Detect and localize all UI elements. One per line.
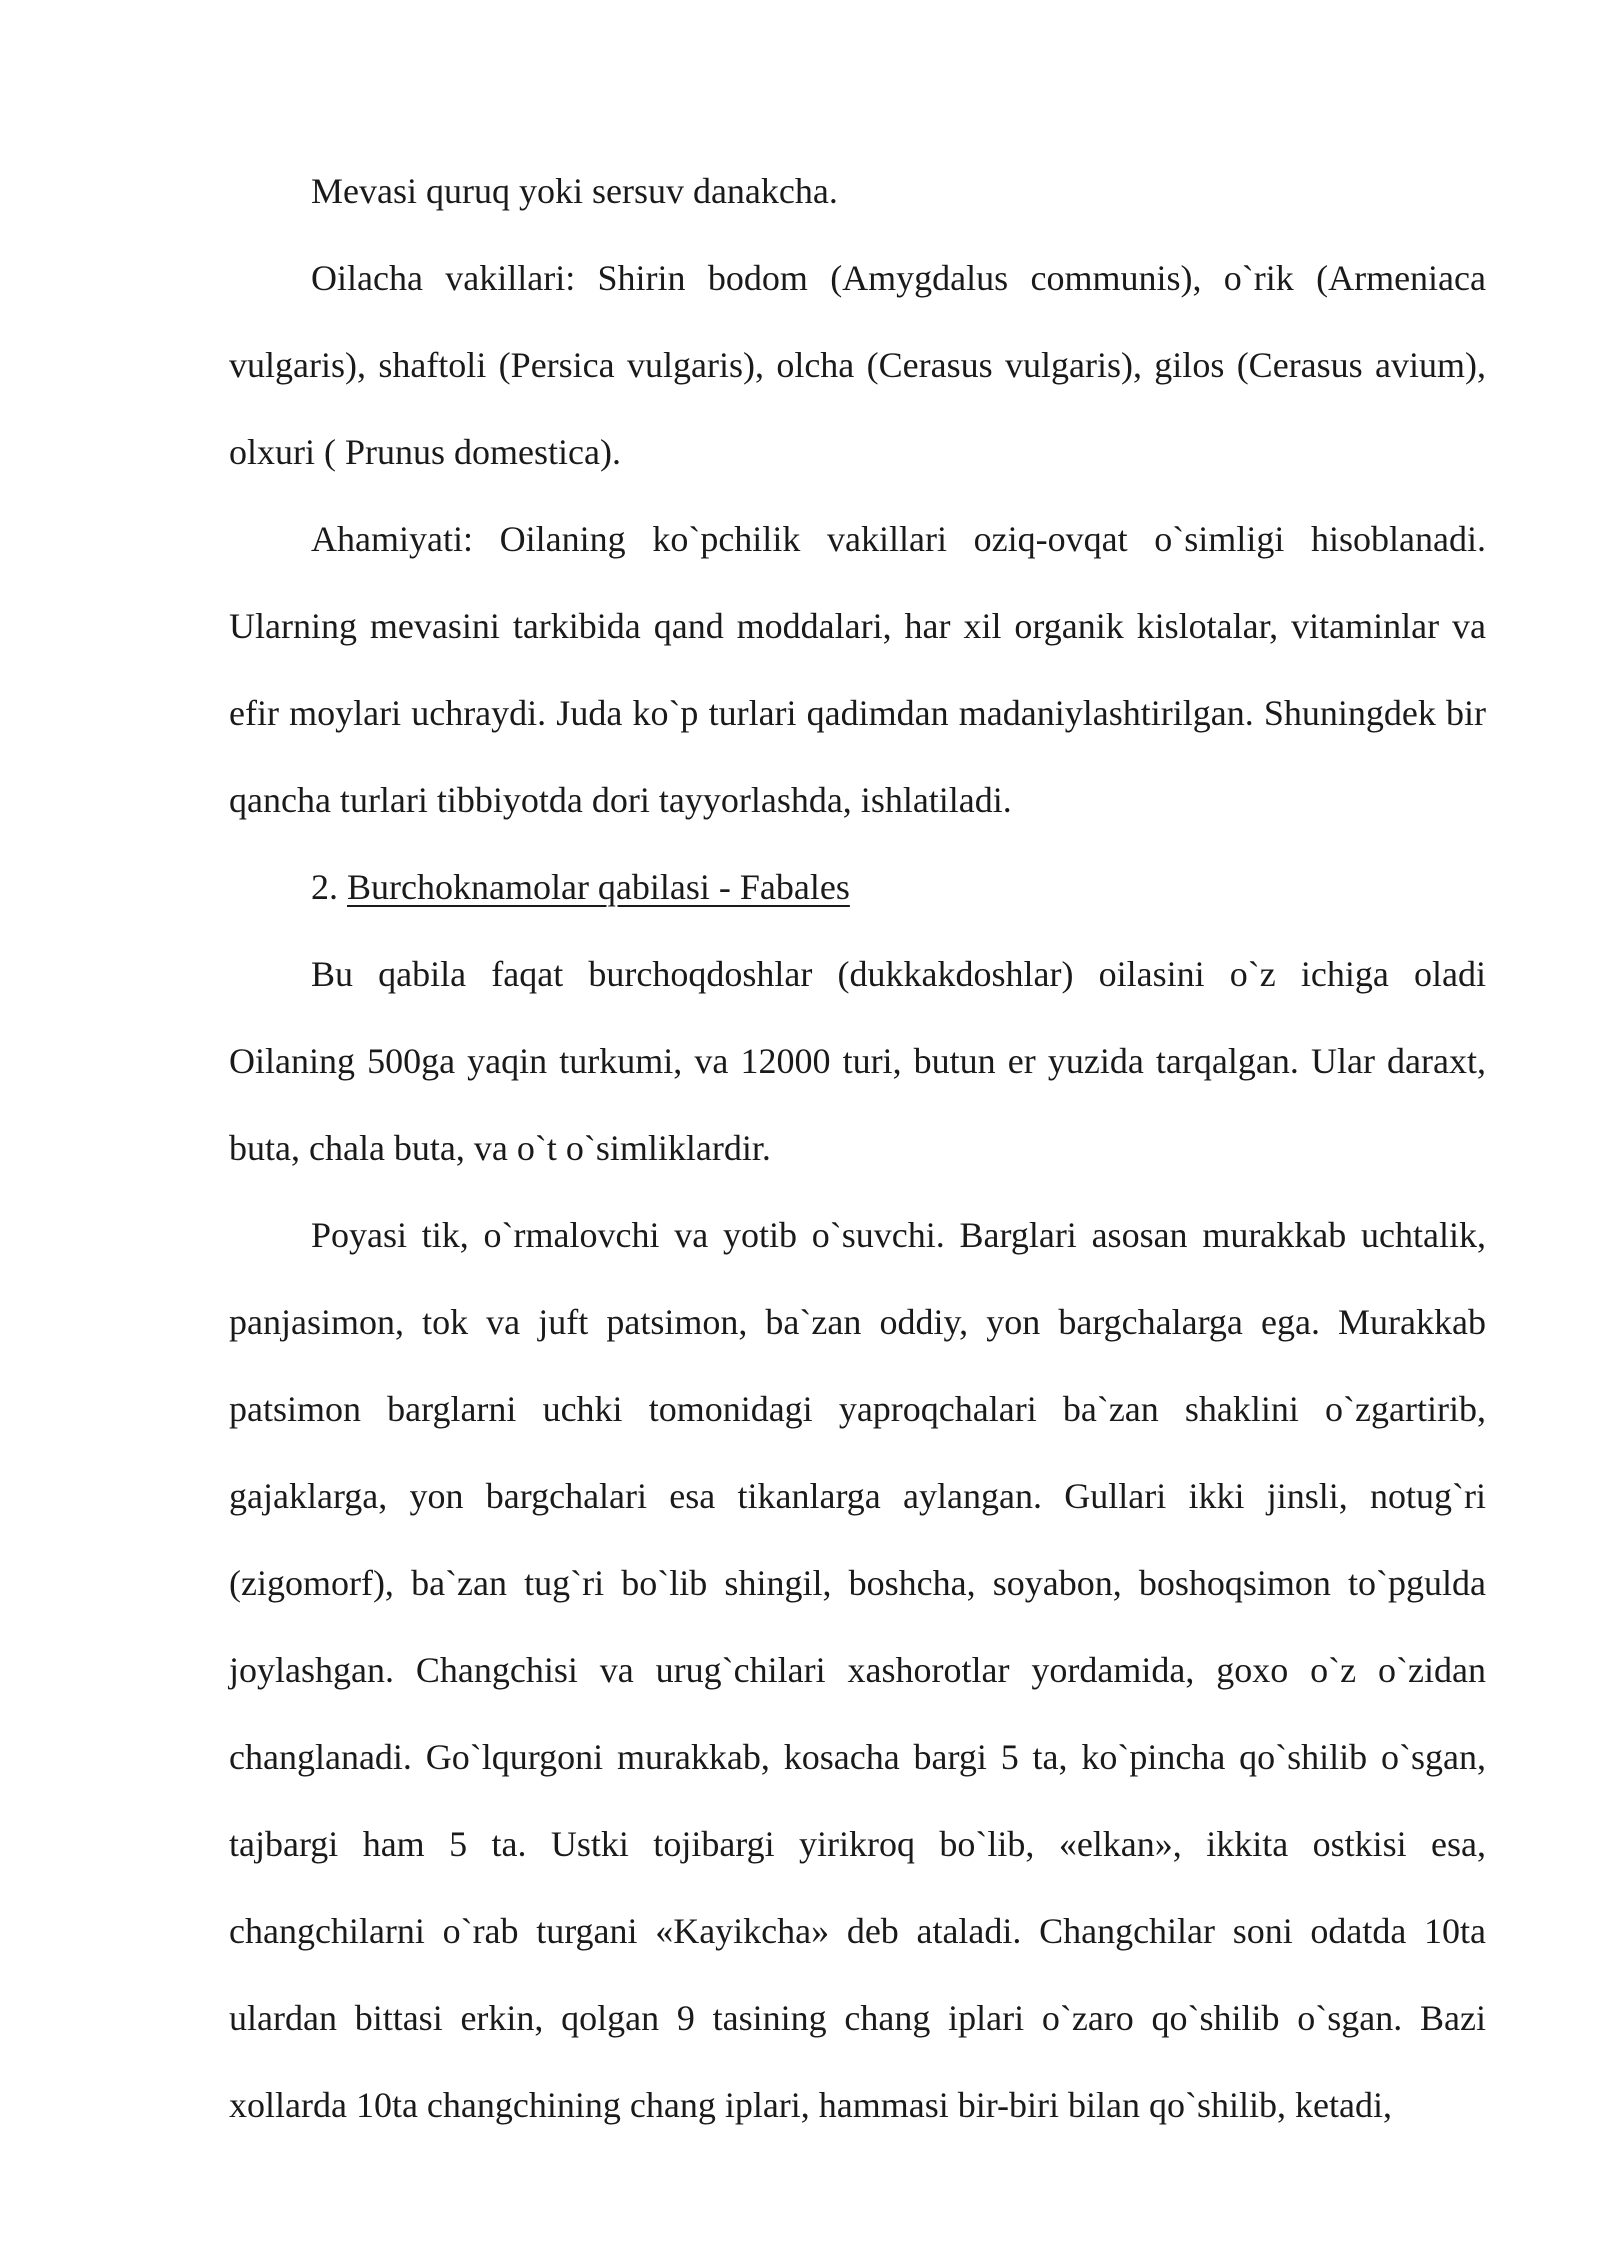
- document-body: [229, 148, 1486, 2149]
- section-heading-number: 2.: [311, 867, 338, 907]
- paragraph-fruit-type: Mevasi quruq yoki sersuv danakcha.: [311, 171, 838, 211]
- paragraph-importance: Ahamiyati: Oilaning ko`pchilik vakillari oziq-ovqat o`simligi hisoblanadi. Ularning mevasini tarkibida qand moddalari, har xil organik kislotalar, vitaminlar va efir moylari uchraydi. Juda ko`p turlari qadimdan madaniylashtirilgan. Shuningdek bir qancha turlari tibbiyotda dori tayyorlashda, ishlatiladi.: [229, 519, 1486, 820]
- paragraph-order-description: Bu qabila faqat burchoqdoshlar (dukkakdoshlar) oilasini o`z ichiga oladi Oilaning 500ga yaqin turkumi, va 12000 turi, butun er yuzida tarqalgan. Ular daraxt, buta, chala buta, va o`t o`simliklardir.: [229, 954, 1486, 1168]
- section-heading-title: Burchoknamolar qabilasi - Fabales: [347, 867, 850, 907]
- section-heading: [229, 844, 1486, 931]
- paragraph-family-members: Oilacha vakillari: Shirin bodom (Amygdalus communis), o`rik (Armeniaca vulgaris), shaftoli (Persica vulgaris), olcha (Cerasus vulgaris), gilos (Cerasus avium), olxuri ( Prunus domestica).: [229, 258, 1486, 472]
- paragraph-morphology: Poyasi tik, o`rmalovchi va yotib o`suvchi. Barglari asosan murakkab uchtalik, panjasimon, tok va juft patsimon, ba`zan oddiy, yon bargchalarga ega. Murakkab patsimon barglarni uchki tomonidagi yaproqchalari ba`zan shaklini o`zgartirib, gajaklarga, yon bargchalari esa tikanlarga aylangan. Gullari ikki jinsli, notug`ri (zigomorf), ba`zan tug`ri bo`lib shingil, boshcha, soyabon, boshoqsimon to`pgulda joylashgan. Changchisi va urug`chilari xashorotlar yordamida, goxo o`z o`zidan changlanadi. Go`lqurgoni murakkab, kosacha bargi 5 ta, ko`pincha qo`shilib o`sgan, tajbargi ham 5 ta. Ustki tojibargi yirikroq bo`lib, «elkan», ikkita ostkisi esa, changchilarni o`rab turgani «Kayikcha» deb ataladi. Changchilar soni odatda 10ta ulardan bittasi erkin, qolgan 9 tasining chang iplari o`zaro qo`shilib o`sgan. Bazi xollarda 10ta changchining chang iplari, hammasi bir-biri bilan qo`shilib, ketadi,: [229, 1215, 1486, 2125]
